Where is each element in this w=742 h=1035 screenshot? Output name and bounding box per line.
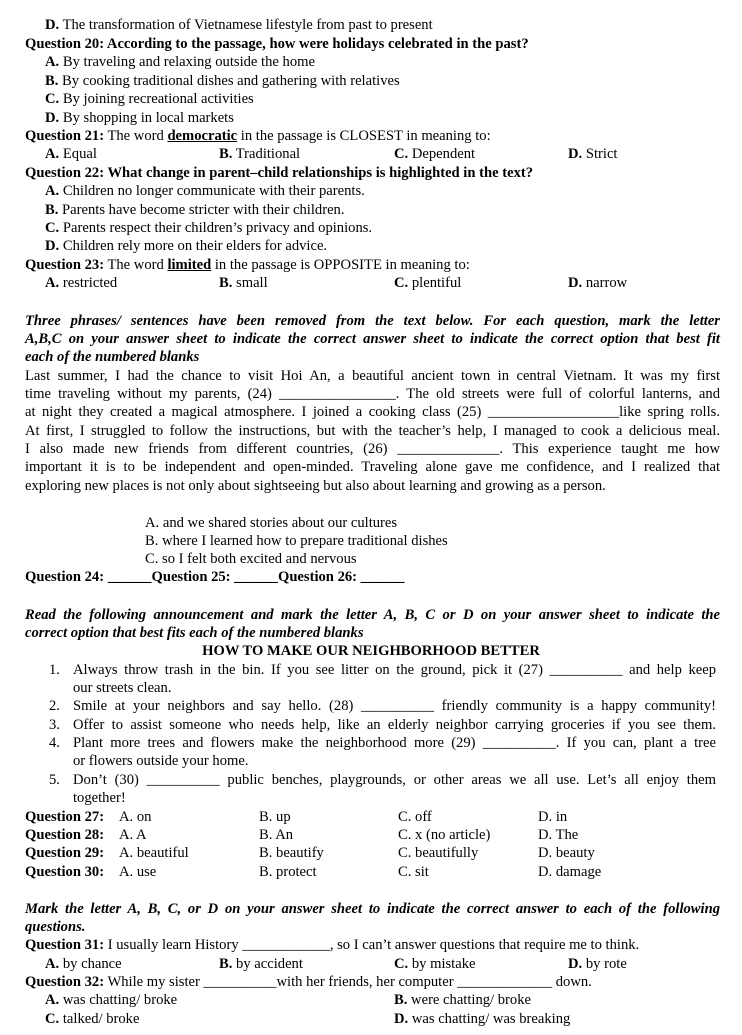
option-text: Strict [585, 146, 618, 162]
q20-option-b: B. By cooking traditional dishes and gathering with relatives [45, 73, 400, 89]
passage-line: at night they created a magical atmosphere. I joined a cooking class (25) __________________like spring rolls. [25, 404, 720, 420]
passage-line: exploring new places is not only about sightseeing but also about learning and growing as a person. [25, 478, 606, 494]
question-label: Question 23: [25, 257, 105, 273]
q21-option-b: B. Traditional [219, 146, 301, 162]
q23-option-b: B. small [219, 275, 268, 291]
question-21 [25, 127, 491, 145]
option-text: By shopping in local markets [62, 110, 234, 126]
q31-option-a: A. by chance [45, 956, 122, 972]
q22-option-d: D. Children rely more on their elders for advice. [45, 238, 328, 254]
q21-option-c: C. Dependent [394, 146, 476, 162]
q28-option-b: B. An [259, 827, 294, 843]
q29-option-b: B. beautify [259, 845, 324, 861]
list-item-number: 5. [49, 772, 60, 788]
section-instructions-line: questions. [25, 919, 86, 935]
option-text: were chatting/ broke [411, 992, 531, 1008]
q27-option-a: A. on [119, 809, 152, 825]
target-word: democratic [167, 128, 238, 144]
list-item-text: Plant more trees and flowers make the neighborhood more (29) __________. If you can, plant a tree [73, 735, 716, 751]
q30-option-c: C. sit [398, 864, 429, 880]
option-text: was chatting/ broke [62, 992, 178, 1008]
option-text: The transformation of Vietnamese lifestyle from past to present [59, 17, 433, 33]
question-label: Question 31: [25, 937, 105, 953]
q31-option-d: D. by rote [568, 956, 627, 972]
q29-option-d: D. beauty [538, 845, 595, 861]
stem-text: The word [104, 128, 168, 144]
question-label: Question 32: [25, 974, 105, 990]
question-29-label: Question 29: [25, 845, 105, 861]
section-instructions-line: Mark the letter A, B, C, or D on your answer sheet to indicate the correct answer to each of the following [25, 901, 720, 917]
q32-option-b: B. were chatting/ broke [394, 992, 531, 1008]
passage-line: time traveling without my parents, (24) ________________. The old streets were full of colorful lanterns, and [25, 386, 720, 402]
question-22 [25, 164, 533, 182]
phrase-option-b: B. where I learned how to prepare traditional dishes [145, 533, 448, 549]
question-stem: I usually learn History ____________, so I can’t answer questions that require me to think. [104, 937, 640, 953]
q30-option-a: A. use [119, 864, 157, 880]
question-stem: What change in parent–child relationships is highlighted in the text? [104, 165, 534, 181]
option-text: Children no longer communicate with their parents. [62, 183, 365, 199]
list-item-text: Always throw trash in the bin. If you see litter on the ground, pick it (27) __________ and help keep [73, 662, 716, 678]
option-text: talked/ broke [62, 1011, 140, 1027]
list-item-number: 2. [49, 698, 60, 714]
question-label: Question 21: [25, 128, 105, 144]
list-item-text: or flowers outside your home. [73, 753, 249, 769]
section-instructions-line: Three phrases/ sentences have been removed from the text below. For each question, mark the letter [25, 313, 720, 329]
q32-option-c: C. talked/ broke [45, 1011, 140, 1027]
option-text: Traditional [235, 146, 301, 162]
q29-option-a: A. beautiful [119, 845, 189, 861]
section-instructions-line: each of the numbered blanks [25, 349, 200, 365]
option-text: by chance [62, 956, 122, 972]
option-text: Parents respect their children’s privacy and opinions. [62, 220, 373, 236]
q21-option-d: D. Strict [568, 146, 618, 162]
stem-text: in the passage is OPPOSITE in meaning to: [211, 257, 470, 273]
list-item-text: Don’t (30) __________ public benches, playgrounds, or other areas we all use. Let’s all enjoy them [73, 772, 716, 788]
q20-option-c: C. By joining recreational activities [45, 91, 254, 107]
q29-option-c: C. beautifully [398, 845, 479, 861]
list-item-text: together! [73, 790, 126, 806]
list-item-text: Smile at your neighbors and say hello. (28) __________ friendly community is a happy community! [73, 698, 716, 714]
q20-option-a: A. By traveling and relaxing outside the home [45, 54, 315, 70]
phrase-option-a: A. and we shared stories about our cultures [145, 515, 398, 531]
question-31 [25, 936, 639, 954]
option-text: plentiful [411, 275, 462, 291]
q22-option-b: B. Parents have become stricter with their children. [45, 202, 345, 218]
q28-option-d: D. The [538, 827, 579, 843]
prev-question-option-d [45, 16, 433, 34]
q20-option-d: D. By shopping in local markets [45, 110, 234, 126]
option-text: by mistake [411, 956, 476, 972]
option-text: narrow [585, 275, 628, 291]
option-letter: D. [45, 17, 60, 33]
option-text: By traveling and relaxing outside the home [62, 54, 315, 70]
stem-text: in the passage is CLOSEST in meaning to: [237, 128, 491, 144]
question-30-label: Question 30: [25, 864, 105, 880]
answer-blanks-24-26: Question 24: ______Question 25: ______Question 26: ______ [25, 569, 405, 585]
q32-option-d: D. was chatting/ was breaking [394, 1011, 571, 1027]
question-20 [25, 35, 529, 53]
section-instructions-line: A,B,C on your answer sheet to indicate the correct answer sheet to indicate the correct option that best fit [25, 331, 720, 347]
option-text: By joining recreational activities [62, 91, 254, 107]
option-text: small [236, 275, 268, 291]
option-text: Parents have become stricter with their children. [62, 202, 345, 218]
question-label: Question 20: [25, 36, 105, 52]
list-item-text: Offer to assist someone who needs help, like an elderly neighbor carrying groceries if you see them. [73, 717, 716, 733]
q30-option-d: D. damage [538, 864, 602, 880]
list-item-number: 1. [49, 662, 60, 678]
question-label: Question 22: [25, 165, 105, 181]
option-text: restricted [62, 275, 118, 291]
question-stem: According to the passage, how were holidays celebrated in the past? [104, 36, 529, 52]
phrase-option-c: C. so I felt both excited and nervous [145, 551, 357, 567]
list-item-text: our streets clean. [73, 680, 172, 696]
option-text: was chatting/ was breaking [411, 1011, 571, 1027]
q23-option-d: D. narrow [568, 275, 628, 291]
section-instructions-line: Read the following announcement and mark the letter A, B, C or D on your answer sheet to indicate the [25, 607, 720, 623]
question-28-label: Question 28: [25, 827, 105, 843]
list-item-number: 3. [49, 717, 60, 733]
passage-line: At first, I struggled to follow the instructions, but with the teacher’s help, I managed to cook a delicious meal. [25, 423, 720, 439]
q27-option-b: B. up [259, 809, 291, 825]
q22-option-c: C. Parents respect their children’s privacy and opinions. [45, 220, 373, 236]
q23-option-c: C. plentiful [394, 275, 462, 291]
question-32 [25, 973, 592, 991]
announcement-title: HOW TO MAKE OUR NEIGHBORHOOD BETTER [202, 643, 540, 659]
passage-line: I also made new friends from different countries, (26) ______________. This experience taught me how [25, 441, 720, 457]
list-item-number: 4. [49, 735, 60, 751]
q30-option-b: B. protect [259, 864, 317, 880]
question-stem: While my sister __________with her friends, her computer _____________ down. [104, 974, 592, 990]
option-text: Children rely more on their elders for advice. [62, 238, 328, 254]
option-text: by rote [585, 956, 627, 972]
passage-line: important it is to be independent and open-minded. Traveling alone gave me confidence, and I realized that [25, 459, 720, 475]
q28-option-c: C. x (no article) [398, 827, 491, 843]
section-instructions-line: correct option that best fits each of the numbered blanks [25, 625, 364, 641]
option-text: Dependent [411, 146, 476, 162]
q27-option-c: C. off [398, 809, 432, 825]
q32-option-a: A. was chatting/ broke [45, 992, 178, 1008]
passage-line: Last summer, I had the chance to visit Hoi An, a beautiful ancient town in central Vietnam. It was my first [25, 368, 720, 384]
option-text: By cooking traditional dishes and gathering with relatives [62, 73, 400, 89]
stem-text: The word [104, 257, 168, 273]
q28-option-a: A. A [119, 827, 147, 843]
target-word: limited [167, 257, 212, 273]
q27-option-d: D. in [538, 809, 568, 825]
option-text: by accident [236, 956, 303, 972]
q23-option-a: A. restricted [45, 275, 118, 291]
q31-option-c: C. by mistake [394, 956, 476, 972]
option-text: Equal [62, 146, 97, 162]
question-27-label: Question 27: [25, 809, 105, 825]
q22-option-a: A. Children no longer communicate with their parents. [45, 183, 365, 199]
q31-option-b: B. by accident [219, 956, 303, 972]
q21-option-a: A. Equal [45, 146, 97, 162]
question-23 [25, 256, 470, 274]
